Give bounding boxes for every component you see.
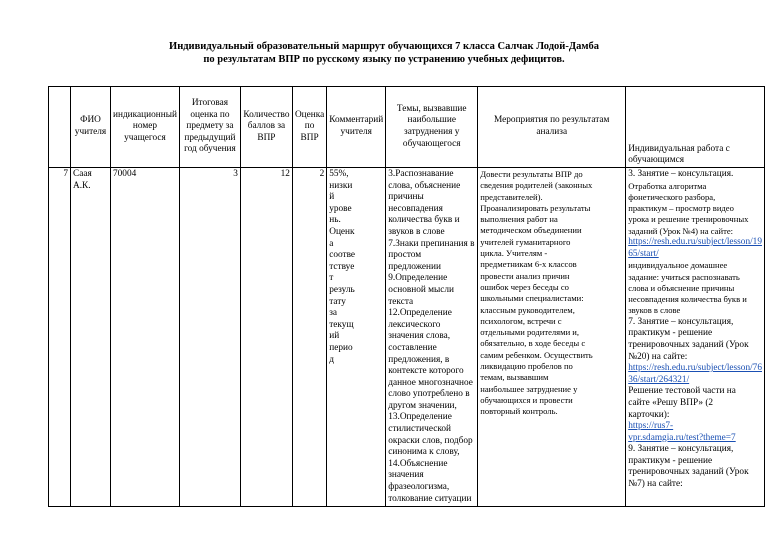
text-line: обязательно, в ходе беседы с [480, 338, 586, 349]
row-vpr-grade: 2 [292, 168, 326, 507]
text-line: текущ [329, 319, 354, 330]
individual-p3 [628, 260, 762, 316]
text-line: простом [388, 250, 422, 261]
header-individual: Индивидуальная работа с обучающимся [626, 87, 765, 168]
title-line-1: Индивидуальный образовательный маршрут обучающихся 7 класса Салчак Лодой-Дамба [169, 41, 599, 52]
text-line: перио [329, 342, 353, 353]
text-line: 13.Определение [388, 412, 452, 423]
text-line: урове [329, 203, 352, 214]
text-line: школьными специалистами: [480, 293, 584, 304]
text-line: звуков в слове [388, 226, 445, 237]
text-line: наибольшее затруднение у [480, 383, 578, 394]
row-index: 70004 [111, 168, 180, 507]
text-line: тренировочных заданий (Урок [628, 339, 749, 350]
header-measures: Мероприятия по результатам анализа [478, 87, 626, 168]
text-line: Отработка алгоритма [628, 180, 707, 191]
text-line: классным руководителем, [480, 304, 575, 315]
row-num: 7 [49, 168, 71, 507]
text-line: 14.Объяснение [388, 458, 448, 469]
text-line: Решение тестовой части на [628, 386, 736, 397]
header-fio: ФИО учителя [71, 87, 111, 168]
text-line: стилистической [388, 424, 451, 435]
text-line: причины [388, 192, 424, 203]
text-line: основной мысли [388, 284, 455, 295]
text-line[interactable]: https://rus7- [628, 421, 674, 432]
text-line: тствуе [329, 261, 355, 272]
text-line: резуль [329, 284, 355, 295]
resh-lesson-7636-link[interactable] [628, 363, 762, 386]
text-line: предложения, в [388, 354, 450, 365]
text-line: значения слова, [388, 331, 451, 342]
individual-p6 [628, 444, 762, 490]
individual-p5 [628, 386, 762, 421]
text-line: урока и решение тренировочных [628, 214, 749, 225]
text-line: 3.Распознавание [388, 169, 454, 179]
text-line: представителей). [480, 191, 543, 202]
text-line: а [329, 238, 334, 249]
text-line: практикум - решение [628, 328, 713, 339]
text-line: отдельными родителями и, [480, 327, 580, 338]
header-grade: Итоговая оценка по предмету за предыдущий год обучения [179, 87, 240, 168]
text-line[interactable]: https://resh.edu.ru/subject/lesson/19 [628, 237, 762, 248]
text-line: №7) на сайте: [628, 479, 683, 490]
text-line: предложении [388, 261, 441, 272]
text-line: 55%, [329, 169, 349, 179]
row-comment [327, 168, 386, 507]
text-line: предметникам 6-х классов [480, 259, 577, 270]
text-line: 9.Определение [388, 273, 448, 284]
text-line: Оценк [329, 226, 355, 237]
text-line[interactable]: 65/start/ [628, 248, 659, 259]
text-line: практикум – просмотр видео [628, 203, 734, 214]
text-line: обучающихся и провести [480, 394, 573, 405]
header-index: индикационный номер учащегося [111, 87, 180, 168]
text-line: другом значении, [388, 400, 457, 411]
header-row [49, 87, 765, 168]
text-line: 12.Определение [388, 308, 452, 319]
text-line: й [329, 192, 335, 203]
text-line: индивидуальное домашнее [628, 260, 728, 271]
text-line: составление [388, 342, 437, 353]
text-line: 7.Знаки препинания в [388, 238, 475, 249]
text-line: слово употреблено в [388, 389, 470, 400]
text-line: выполнения работ на [480, 214, 558, 225]
header-comment: Комментарий учителя [327, 87, 386, 168]
document-title [0, 40, 768, 66]
text-line: задание: учиться распознавать [628, 271, 740, 282]
text-line: ошибок через беседы со [480, 281, 569, 292]
text-line: самим ребенком. Осуществить [480, 349, 593, 360]
resh-lesson-1965-link[interactable] [628, 237, 762, 260]
text-line: т [329, 273, 334, 284]
row-measures [478, 168, 626, 507]
text-line: сайте «Решу ВПР» (2 [628, 397, 714, 408]
text-line: синонима к слову, [388, 447, 460, 458]
text-line: ий [329, 331, 340, 342]
text-line: повторный контроль. [480, 406, 558, 417]
sdamgia-theme-7-link[interactable] [628, 421, 762, 444]
text-line: №20) на сайте: [628, 351, 688, 362]
text-line: текста [388, 296, 414, 307]
text-line[interactable]: vpr.sdamgia.ru/test?theme=7 [628, 432, 736, 443]
text-line: ликвидацию пробелов по [480, 361, 573, 372]
text-line: значения [388, 470, 424, 481]
text-line: тренировочных заданий (Урок [628, 467, 749, 478]
text-line: цикла. Учителям - [480, 248, 548, 259]
text-line: контексте которого [388, 366, 464, 377]
individual-p1: 3. Занятие – консультация. [628, 169, 734, 179]
text-line[interactable]: 36/start/264321/ [628, 374, 690, 385]
row-grade: 3 [179, 168, 240, 507]
text-line: карточки): [628, 409, 670, 420]
text-line: практикум - решение [628, 455, 713, 466]
header-vpr-grade: Оценка по ВПР [292, 87, 326, 168]
text-line: нь. [329, 215, 341, 226]
text-line: несовпадения [388, 203, 443, 214]
header-topics: Темы, вызвавшие наибольшие затруднения у обучающегося [386, 87, 478, 168]
route-table [48, 86, 765, 507]
text-line: Довести результаты ВПР до [480, 169, 583, 179]
text-line: 9. Занятие – консультация, [628, 444, 734, 455]
text-line: соотве [329, 250, 356, 261]
header-num [49, 87, 71, 168]
text-line: тату [329, 296, 346, 307]
title-line-2: по результатам ВПР по русскому языку по устранению учебных дефицитов. [203, 54, 565, 65]
text-line: провести анализ причин [480, 270, 570, 281]
row-individual [626, 168, 765, 507]
text-line: 7. Занятие – консультация, [628, 316, 734, 327]
row-score: 12 [240, 168, 292, 507]
text-line: слова и объяснение причины [628, 282, 735, 293]
text-line: психологом, встречи с [480, 315, 562, 326]
text-line: звуков в слове [628, 305, 681, 316]
header-score: Количество баллов за ВПР [240, 87, 292, 168]
text-line: темам, вызвавшим [480, 372, 549, 383]
text-line: методическом объединении [480, 225, 582, 236]
text-line: низки [329, 180, 353, 191]
text-line: данное многозначное [388, 377, 473, 388]
text-line: окраски слов, подбор [388, 435, 473, 446]
text-line: фразеологизма, [388, 482, 450, 493]
text-line: Проанализировать результаты [480, 202, 591, 213]
individual-p4 [628, 317, 762, 363]
row-fio: Саая А.К. [71, 168, 111, 507]
text-line: заданий (Урок №4) на сайте: [628, 225, 734, 236]
text-line: учителей гуманитарного [480, 236, 571, 247]
text-line[interactable]: https://resh.edu.ru/subject/lesson/76 [628, 363, 762, 374]
text-line: за [329, 308, 338, 319]
individual-p2 [628, 181, 762, 237]
text-line: количества букв и [388, 215, 460, 226]
text-line: толкование ситуации [388, 493, 472, 504]
text-line: лексического [388, 319, 441, 330]
row-topics [386, 168, 478, 507]
table-row [49, 168, 765, 507]
text-line: несовпадения количества букв и [628, 294, 747, 305]
text-line: д [329, 354, 334, 365]
text-line: слова, объяснение [388, 180, 461, 191]
text-line: фонетического разбора, [628, 191, 716, 202]
text-line: сведения родителей (законных [480, 180, 593, 191]
